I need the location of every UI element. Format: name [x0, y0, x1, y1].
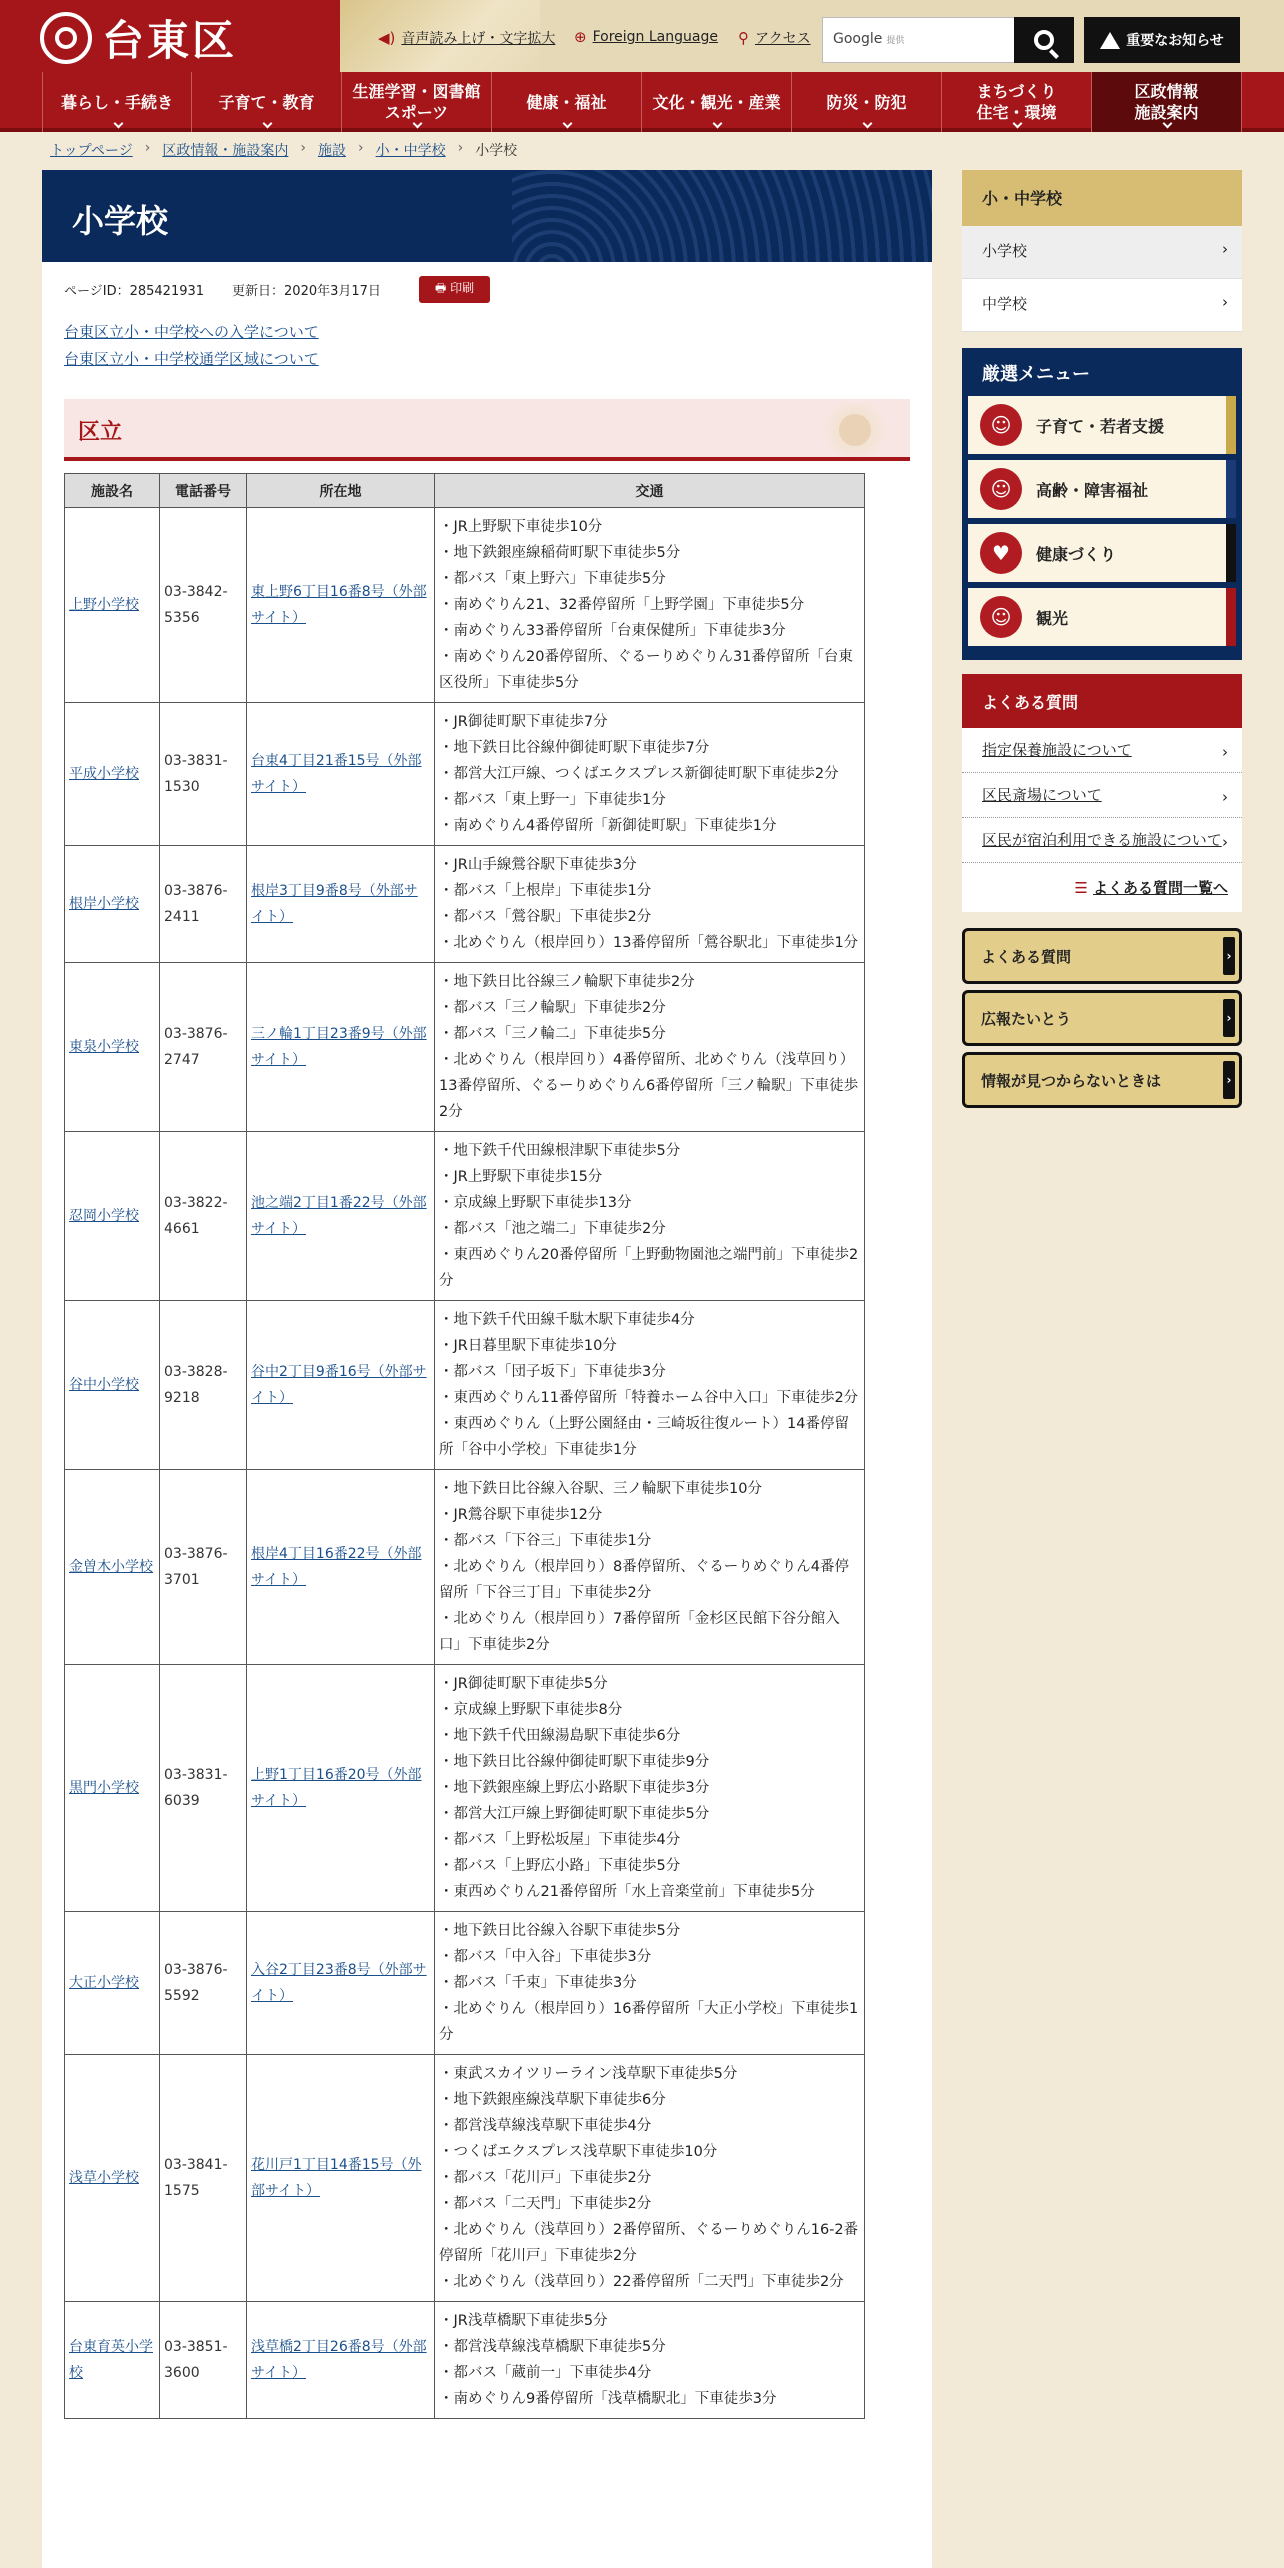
school-name-cell [65, 703, 160, 846]
nav-item-culture[interactable]: 文化・観光・産業 [642, 72, 792, 132]
school-name-link[interactable]: 東泉小学校 [69, 1039, 139, 1055]
faq-title: よくある質問 [962, 674, 1242, 728]
access-line: ・都バス「上野広小路」下車徒歩5分 [439, 1858, 681, 1874]
site-header [0, 0, 1284, 72]
access-line: ・地下鉄銀座線稲荷町駅下車徒歩5分 [439, 545, 681, 561]
nav-item-admin[interactable]: 区政情報 施設案内 [1092, 72, 1242, 132]
access-line: ・南めぐりん21、32番停留所「上野学園」下車徒歩5分 [439, 597, 805, 613]
col-header-address: 所在地 [247, 474, 435, 508]
school-name-cell [65, 2302, 160, 2419]
school-name-link[interactable]: 平成小学校 [69, 766, 139, 782]
map-pin-icon: ⚲ [738, 29, 749, 47]
address-cell [247, 963, 435, 1132]
access-line: ・北めぐりん（根岸回り）13番停留所「鶯谷駅北」下車徒歩1分 [439, 935, 859, 951]
site-logo[interactable] [40, 8, 237, 68]
globe-icon: ⊕ [574, 28, 587, 46]
access-cell [435, 703, 865, 846]
address-cell [247, 1912, 435, 2055]
school-name-cell [65, 1912, 160, 2055]
col-header-phone: 電話番号 [160, 474, 247, 508]
breadcrumb-link[interactable]: トップページ [50, 143, 133, 159]
search-button[interactable] [1014, 17, 1074, 63]
access-line: ・地下鉄日比谷線仲御徒町駅下車徒歩7分 [439, 740, 710, 756]
page-title-bar [42, 170, 932, 262]
access-line: ・地下鉄銀座線上野広小路駅下車徒歩3分 [439, 1780, 710, 1796]
table-row [65, 846, 865, 963]
phone-cell: 03-3842-5356 [160, 508, 247, 703]
breadcrumb-link[interactable]: 施設 [317, 143, 346, 159]
nav-item-learning[interactable]: 生涯学習・図書館 スポーツ [342, 72, 492, 132]
access-line: ・都営浅草線浅草橋駅下車徒歩5分 [439, 2339, 666, 2355]
faq-item[interactable]: 区民斎場について › [962, 773, 1242, 818]
access-line: ・南めぐりん9番停留所「浅草橋駅北」下車徒歩3分 [439, 2391, 777, 2407]
faq-list-link[interactable]: ☰ よくある質問一覧へ [1074, 879, 1228, 897]
school-name-cell [65, 1301, 160, 1470]
phone-cell: 03-3851-3600 [160, 2302, 247, 2419]
access-cell [435, 2055, 865, 2302]
breadcrumb: トップページ › 区政情報・施設案内 › 施設 › 小・中学校 › 小学校 [50, 140, 518, 159]
school-name-cell [65, 1132, 160, 1301]
search-input[interactable]: Google 提供 [822, 17, 1018, 63]
breadcrumb-current: 小学校 [475, 143, 518, 159]
address-map-link[interactable]: 上野1丁目16番20号（外部サイト） [251, 1767, 422, 1809]
school-name-cell [65, 1470, 160, 1665]
school-name-link[interactable]: 谷中小学校 [69, 1377, 139, 1393]
access-line: ・都バス「上根岸」下車徒歩1分 [439, 883, 652, 899]
featured-item-tourism[interactable]: ☺ 観光 [968, 588, 1236, 646]
access-line: ・都営大江戸線、つくばエクスプレス新御徒町駅下車徒歩2分 [439, 766, 839, 782]
address-cell [247, 2055, 435, 2302]
access-line: ・地下鉄日比谷線仲御徒町駅下車徒歩9分 [439, 1754, 710, 1770]
phone-cell: 03-3828-9218 [160, 1301, 247, 1470]
address-map-link[interactable]: 花川戸1丁目14番15号（外部サイト） [251, 2157, 422, 2199]
access-line: ・JR日暮里駅下車徒歩10分 [439, 1338, 617, 1354]
access-line: ・都バス「団子坂下」下車徒歩3分 [439, 1364, 666, 1380]
breadcrumb-link[interactable]: 小・中学校 [375, 143, 446, 159]
faq-item[interactable]: 指定保養施設について › [962, 728, 1242, 773]
school-name-cell [65, 963, 160, 1132]
access-cell [435, 2302, 865, 2419]
updated-date: 更新日：2020年3月17日 [232, 284, 381, 299]
access-cell [435, 1132, 865, 1301]
print-button[interactable]: 🖶 印刷 [419, 276, 490, 303]
list-icon: ☰ [1074, 879, 1093, 897]
table-row [65, 1132, 865, 1301]
access-line: ・都営大江戸線上野御徒町駅下車徒歩5分 [439, 1806, 710, 1822]
access-line: ・地下鉄千代田線千駄木駅下車徒歩4分 [439, 1312, 695, 1328]
sidebar-item-junior-high[interactable]: 中学校 › [962, 279, 1242, 332]
access-line: ・都バス「花川戸」下車徒歩2分 [439, 2170, 652, 2186]
access-cell [435, 1912, 865, 2055]
access-line: ・地下鉄日比谷線三ノ輪駅下車徒歩2分 [439, 974, 695, 990]
featured-item-elderly[interactable]: ☺ 高齢・障害福祉 [968, 460, 1236, 518]
school-district-link[interactable]: 台東区立小・中学校通学区域について [64, 350, 319, 368]
page-id: ページID：285421931 [64, 284, 205, 299]
enrollment-link[interactable]: 台東区立小・中学校への入学について [64, 323, 319, 341]
table-row [65, 2302, 865, 2419]
school-category-title: 小・中学校 [962, 170, 1242, 226]
nav-item-health[interactable]: 健康・福祉 [492, 72, 642, 132]
access-line: ・JR上野駅下車徒歩10分 [439, 519, 603, 535]
table-row [65, 703, 865, 846]
table-row [65, 963, 865, 1132]
global-nav [0, 72, 1284, 132]
address-cell [247, 2302, 435, 2419]
school-name-link[interactable]: 黒門小学校 [69, 1780, 139, 1796]
access-line: ・東武スカイツリーライン浅草駅下車徒歩5分 [439, 2066, 738, 2082]
access-line: ・北めぐりん（根岸回り）16番停留所「大正小学校」下車徒歩1分 [439, 2001, 859, 2043]
access-line: ・地下鉄千代田線湯島駅下車徒歩6分 [439, 1728, 681, 1744]
access-line: ・JR御徒町駅下車徒歩5分 [439, 1676, 608, 1692]
address-cell [247, 1301, 435, 1470]
access-line: ・JR御徒町駅下車徒歩7分 [439, 714, 608, 730]
featured-menu-title: 厳選メニュー [982, 364, 1090, 385]
address-map-link[interactable]: 入谷2丁目23番8号（外部サイト） [251, 1962, 427, 2004]
access-cell [435, 1470, 865, 1665]
access-line: ・北めぐりん（根岸回り）8番停留所、ぐるーりめぐりん4番停留所「下谷三丁目」下車徒歩2分 [439, 1559, 849, 1601]
address-map-link[interactable]: 三ノ輪1丁目23番9号（外部サイト） [251, 1026, 427, 1068]
access-line: ・東西めぐりん11番停留所「特養ホーム谷中入口」下車徒歩2分 [439, 1390, 859, 1406]
access-line: ・都バス「鶯谷駅」下車徒歩2分 [439, 909, 652, 925]
address-map-link[interactable]: 谷中2丁目9番16号（外部サイト） [251, 1364, 427, 1406]
warning-icon [1100, 32, 1120, 49]
featured-item-childcare[interactable]: ☺ 子育て・若者支援 [968, 396, 1236, 454]
emblem-icon [40, 12, 92, 64]
access-line: ・南めぐりん20番停留所、ぐるーりめぐりん31番停留所「台東区役所」下車徒歩5分 [439, 649, 853, 691]
access-cell [435, 1665, 865, 1912]
search-icon [1034, 30, 1054, 50]
access-line: ・地下鉄千代田線根津駅下車徒歩5分 [439, 1143, 681, 1159]
voice-zoom-link[interactable]: ◀) 音声読み上げ・文字拡大 [378, 29, 556, 47]
school-name-cell [65, 508, 160, 703]
access-line: ・都バス「池之端二」下車徒歩2分 [439, 1221, 666, 1237]
speaker-icon: ◀) [378, 29, 396, 47]
camera-icon: ☺ [980, 596, 1022, 638]
access-line: ・都営浅草線浅草駅下車徒歩4分 [439, 2118, 652, 2134]
breadcrumb-link[interactable]: 区政情報・施設案内 [162, 143, 289, 159]
phone-cell: 03-3831-6039 [160, 1665, 247, 1912]
access-line: ・JR鶯谷駅下車徒歩12分 [439, 1507, 603, 1523]
faq-button[interactable]: よくある質問 › [962, 928, 1242, 984]
school-name-link[interactable]: 大正小学校 [69, 1975, 139, 1991]
related-links [42, 317, 932, 375]
access-line: ・南めぐりん4番停留所「新御徒町駅」下車徒歩1分 [439, 818, 777, 834]
foreign-language-link[interactable]: ⊕ Foreign Language [574, 28, 718, 46]
access-line: ・北めぐりん（浅草回り）2番停留所、ぐるーりめぐりん16-2番停留所「花川戸」下車徒歩2分 [439, 2222, 859, 2264]
access-line: ・東西めぐりん21番停留所「水上音楽堂前」下車徒歩5分 [439, 1884, 815, 1900]
phone-cell: 03-3841-1575 [160, 2055, 247, 2302]
featured-item-health[interactable]: ♥ 健康づくり [968, 524, 1236, 582]
sidebar-item-elementary[interactable]: 小学校 › [962, 226, 1242, 279]
faq-box [962, 674, 1242, 912]
nav-item-safety[interactable]: 防災・防犯 [792, 72, 942, 132]
phone-cell: 03-3876-2747 [160, 963, 247, 1132]
elderly-icon: ☺ [980, 468, 1022, 510]
phone-cell: 03-3831-1530 [160, 703, 247, 846]
access-line: ・地下鉄日比谷線入谷駅下車徒歩5分 [439, 1923, 681, 1939]
address-map-link[interactable]: 根岸3丁目9番8号（外部サイト） [251, 883, 418, 925]
access-line: ・北めぐりん（浅草回り）22番停留所「二天門」下車徒歩2分 [439, 2274, 844, 2290]
access-line: ・都バス「東上野一」下車徒歩1分 [439, 792, 666, 808]
page-meta [42, 262, 932, 317]
phone-cell: 03-3876-3701 [160, 1470, 247, 1665]
address-cell [247, 846, 435, 963]
access-line: ・つくばエクスプレス浅草駅下車徒歩10分 [439, 2144, 718, 2160]
address-cell [247, 1665, 435, 1912]
crest-decoration [810, 403, 900, 457]
access-line: ・京成線上野駅下車徒歩8分 [439, 1702, 623, 1718]
access-line: ・都バス「千束」下車徒歩3分 [439, 1975, 637, 1991]
access-line: ・JR山手線鶯谷駅下車徒歩3分 [439, 857, 637, 873]
person-icon: ☺ [980, 404, 1022, 446]
faq-item[interactable]: 区民が宿泊利用できる施設について › [962, 818, 1242, 863]
address-cell [247, 1470, 435, 1665]
access-cell [435, 1301, 865, 1470]
access-line: ・都バス「三ノ輪駅」下車徒歩2分 [439, 1000, 666, 1016]
page-title: 小学校 [72, 202, 169, 240]
table-row [65, 508, 865, 703]
main-content [42, 170, 932, 2568]
address-map-link[interactable]: 東上野6丁目16番8号（外部サイト） [251, 584, 427, 626]
nav-item-living[interactable]: 暮らし・手続き [42, 72, 192, 132]
address-map-link[interactable]: 台東4丁目21番15号（外部サイト） [251, 753, 422, 795]
access-line: ・JR浅草橋駅下車徒歩5分 [439, 2313, 608, 2329]
sidebar [962, 170, 1242, 1114]
access-cell [435, 846, 865, 963]
table-row [65, 1665, 865, 1912]
col-header-access: 交通 [435, 474, 865, 508]
access-line: ・都バス「東上野六」下車徒歩5分 [439, 571, 666, 587]
phone-cell: 03-3822-4661 [160, 1132, 247, 1301]
school-name-link[interactable]: 根岸小学校 [69, 896, 139, 912]
featured-menu [962, 348, 1242, 660]
access-line: ・都バス「中入谷」下車徒歩3分 [439, 1949, 652, 1965]
access-line: ・京成線上野駅下車徒歩13分 [439, 1195, 632, 1211]
school-name-link[interactable]: 忍岡小学校 [69, 1208, 139, 1224]
table-row [65, 1470, 865, 1665]
nav-item-childcare[interactable]: 子育て・教育 [192, 72, 342, 132]
access-line: ・東西めぐりん（上野公園経由・三崎坂往復ルート）14番停留所「谷中小学校」下車徒歩1分 [439, 1416, 849, 1458]
access-line: ・地下鉄銀座線浅草駅下車徒歩6分 [439, 2092, 666, 2108]
address-cell [247, 1132, 435, 1301]
school-name-link[interactable]: 上野小学校 [69, 597, 139, 613]
important-notice-button[interactable]: 重要なお知らせ [1084, 17, 1240, 63]
koho-taito-button[interactable]: 広報たいとう › [962, 990, 1242, 1046]
school-name-link[interactable]: 台東育英小学校 [69, 2339, 153, 2381]
school-table-body [65, 508, 865, 2419]
phone-cell: 03-3876-2411 [160, 846, 247, 963]
address-map-link[interactable]: 根岸4丁目16番22号（外部サイト） [251, 1546, 422, 1588]
section-heading: 区立 [64, 399, 910, 461]
school-table [64, 473, 865, 2419]
address-map-link[interactable]: 浅草橋2丁目26番8号（外部サイト） [251, 2339, 427, 2381]
table-row [65, 2055, 865, 2302]
access-line: ・JR上野駅下車徒歩15分 [439, 1169, 603, 1185]
access-line: ・東西めぐりん20番停留所「上野動物園池之端門前」下車徒歩2分 [439, 1247, 859, 1289]
access-link[interactable]: ⚲ アクセス [738, 29, 811, 47]
address-cell [247, 703, 435, 846]
site-name: 台東区 [102, 16, 238, 65]
address-cell [247, 508, 435, 703]
col-header-name: 施設名 [65, 474, 160, 508]
access-line: ・都バス「三ノ輪二」下車徒歩5分 [439, 1026, 666, 1042]
school-name-link[interactable]: 浅草小学校 [69, 2170, 139, 2186]
school-category-box [962, 170, 1242, 332]
access-cell [435, 963, 865, 1132]
nav-item-town[interactable]: まちづくり 住宅・環境 [942, 72, 1092, 132]
access-line: ・北めぐりん（根岸回り）7番停留所「金杉区民館下谷分館入口」下車徒歩2分 [439, 1611, 840, 1653]
access-cell [435, 508, 865, 703]
phone-cell: 03-3876-5592 [160, 1912, 247, 2055]
table-row [65, 1301, 865, 1470]
access-line: ・南めぐりん33番停留所「台東保健所」下車徒歩3分 [439, 623, 786, 639]
access-line: ・都バス「蔵前一」下車徒歩4分 [439, 2365, 652, 2381]
school-name-cell [65, 1665, 160, 1912]
access-line: ・都バス「下谷三」下車徒歩1分 [439, 1533, 652, 1549]
access-line: ・都バス「上野松坂屋」下車徒歩4分 [439, 1832, 681, 1848]
not-found-button[interactable]: 情報が見つからないときは › [962, 1052, 1242, 1108]
school-name-link[interactable]: 金曽木小学校 [69, 1559, 153, 1575]
access-line: ・北めぐりん（根岸回り）4番停留所、北めぐりん（浅草回り）13番停留所、ぐるーりめぐりん6番停留所「三ノ輪駅」下車徒歩2分 [439, 1052, 859, 1120]
heart-icon: ♥ [980, 532, 1022, 574]
address-map-link[interactable]: 池之端2丁目1番22号（外部サイト） [251, 1195, 427, 1237]
access-line: ・地下鉄日比谷線入谷駅、三ノ輪駅下車徒歩10分 [439, 1481, 762, 1497]
school-name-cell [65, 846, 160, 963]
access-line: ・都バス「二天門」下車徒歩2分 [439, 2196, 652, 2212]
table-row [65, 1912, 865, 2055]
school-name-cell [65, 2055, 160, 2302]
